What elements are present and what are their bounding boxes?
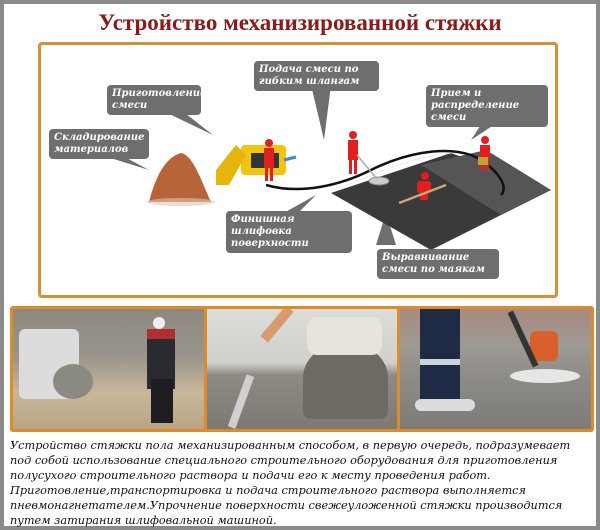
photo-leveling-screed: [207, 309, 398, 429]
callout-receiving: Прием и распределение смеси: [426, 85, 548, 127]
photo-troweling-machine: [400, 309, 591, 429]
grinder-disc-icon: [369, 177, 389, 185]
callout-storage: Складирование материалов: [49, 129, 149, 159]
receiving-hopper: [478, 157, 488, 165]
description-text: Устройство стяжки пола механизированным способом, в первую очередь, подразумевает под собой использование специального строительного оборудования для приготовления полусухого строительного раствора и подачи его к месту проведения работ. Приготовление,транспортировка и подача строительного раствора выполняется пневмонагнетателем.Упрочнение поверхности свежеуложенной стяжки производится путем затирания шлифовальной машиной.: [10, 439, 571, 527]
callout-finishing: Финишная шлифовка поверхности: [226, 211, 352, 253]
process-diagram: [38, 42, 558, 298]
sand-pile-icon: [149, 153, 211, 202]
page-title: Устройство механизированной стяжки: [98, 10, 502, 35]
photo-mixer-machine: [13, 309, 204, 429]
photo-strip: [10, 306, 594, 432]
worker-with-grinder-icon: [348, 131, 358, 174]
page: [4, 4, 596, 526]
callout-leveling: Выравнивание смеси по маякам: [377, 249, 499, 279]
callout-mixing: Приготовление смеси: [107, 85, 201, 115]
callout-feeding: Подача смеси по гибким шлангам: [254, 61, 379, 91]
feeding-callout-tail: [311, 85, 331, 140]
